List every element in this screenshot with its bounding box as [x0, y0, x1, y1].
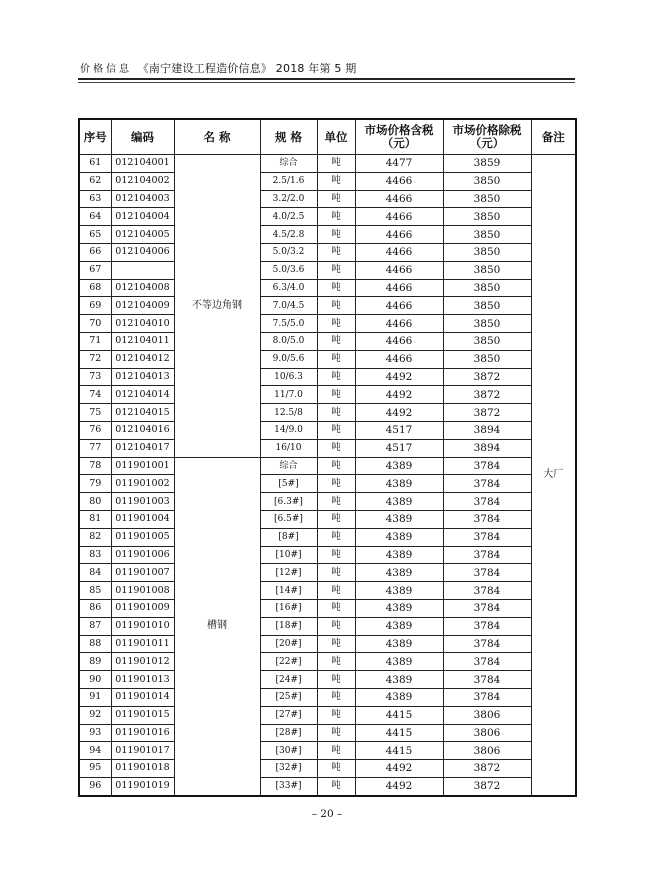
row-code: 011901005 [111, 528, 174, 546]
row-unit: 吨 [317, 724, 355, 742]
row-price-notax: 3784 [443, 546, 531, 564]
row-price-tax: 4492 [355, 386, 443, 404]
row-price-tax: 4389 [355, 546, 443, 564]
row-price-notax: 3872 [443, 386, 531, 404]
row-spec: 12.5/8 [260, 404, 317, 422]
row-number: 66 [79, 243, 111, 261]
row-spec: 4.0/2.5 [260, 208, 317, 226]
row-unit: 吨 [317, 332, 355, 350]
row-price-tax: 4466 [355, 172, 443, 190]
table-row [79, 332, 576, 350]
table-row [79, 368, 576, 386]
row-unit: 吨 [317, 706, 355, 724]
row-unit: 吨 [317, 368, 355, 386]
row-code: 011901014 [111, 688, 174, 706]
row-unit: 吨 [317, 457, 355, 475]
row-unit: 吨 [317, 279, 355, 297]
row-name: 槽钢 [174, 457, 260, 796]
row-unit: 吨 [317, 653, 355, 671]
table-row [79, 510, 576, 528]
row-price-tax: 4466 [355, 315, 443, 333]
row-number: 95 [79, 760, 111, 778]
row-price-notax: 3784 [443, 688, 531, 706]
row-unit: 吨 [317, 386, 355, 404]
col-header-name: 名 称 [174, 119, 260, 155]
row-unit: 吨 [317, 439, 355, 457]
row-unit: 吨 [317, 475, 355, 493]
row-code: 012104017 [111, 439, 174, 457]
row-price-tax: 4466 [355, 190, 443, 208]
table-row [79, 350, 576, 368]
row-number: 86 [79, 599, 111, 617]
row-code: 012104005 [111, 226, 174, 244]
row-spec: 14/9.0 [260, 421, 317, 439]
row-code: 012104014 [111, 386, 174, 404]
row-price-tax: 4389 [355, 582, 443, 600]
row-price-tax: 4466 [355, 297, 443, 315]
table-row [79, 172, 576, 190]
table-row [79, 155, 576, 173]
row-unit: 吨 [317, 155, 355, 173]
row-price-tax: 4389 [355, 688, 443, 706]
row-code: 011901004 [111, 510, 174, 528]
table-body [79, 155, 576, 796]
row-price-notax: 3806 [443, 742, 531, 760]
row-unit: 吨 [317, 208, 355, 226]
row-number: 91 [79, 688, 111, 706]
row-number: 74 [79, 386, 111, 404]
row-spec: 7.0/4.5 [260, 297, 317, 315]
row-number: 76 [79, 421, 111, 439]
row-number: 81 [79, 510, 111, 528]
row-unit: 吨 [317, 617, 355, 635]
header-rule-thin [78, 82, 575, 83]
row-code: 011901017 [111, 742, 174, 760]
row-code: 012104003 [111, 190, 174, 208]
row-unit: 吨 [317, 172, 355, 190]
row-price-tax: 4477 [355, 155, 443, 173]
row-unit: 吨 [317, 742, 355, 760]
row-number: 62 [79, 172, 111, 190]
row-number: 64 [79, 208, 111, 226]
row-spec: [32#] [260, 760, 317, 778]
table-row [79, 564, 576, 582]
row-price-tax: 4389 [355, 475, 443, 493]
row-code: 011901019 [111, 777, 174, 795]
table-row [79, 706, 576, 724]
row-price-tax: 4466 [355, 279, 443, 297]
row-price-notax: 3872 [443, 777, 531, 795]
row-price-tax: 4389 [355, 457, 443, 475]
row-spec: [14#] [260, 582, 317, 600]
table-row [79, 528, 576, 546]
row-spec: 5.0/3.6 [260, 261, 317, 279]
row-price-tax: 4389 [355, 653, 443, 671]
row-price-tax: 4466 [355, 332, 443, 350]
row-price-tax: 4492 [355, 760, 443, 778]
table-row [79, 279, 576, 297]
table-row [79, 599, 576, 617]
row-spec: 5.0/3.2 [260, 243, 317, 261]
row-number: 72 [79, 350, 111, 368]
row-spec: 9.0/5.6 [260, 350, 317, 368]
row-spec: [12#] [260, 564, 317, 582]
row-price-notax: 3784 [443, 653, 531, 671]
row-price-notax: 3784 [443, 510, 531, 528]
row-spec: 4.5/2.8 [260, 226, 317, 244]
row-price-tax: 4466 [355, 350, 443, 368]
row-price-notax: 3850 [443, 315, 531, 333]
row-price-notax: 3872 [443, 404, 531, 422]
row-code: 012104006 [111, 243, 174, 261]
row-price-tax: 4517 [355, 439, 443, 457]
row-code: 012104009 [111, 297, 174, 315]
row-unit: 吨 [317, 404, 355, 422]
row-code: 011901016 [111, 724, 174, 742]
row-name: 不等边角钢 [174, 155, 260, 458]
table-row [79, 724, 576, 742]
row-unit: 吨 [317, 350, 355, 368]
row-price-notax: 3784 [443, 671, 531, 689]
row-unit: 吨 [317, 243, 355, 261]
row-spec: 8.0/5.0 [260, 332, 317, 350]
row-spec: 6.3/4.0 [260, 279, 317, 297]
row-unit: 吨 [317, 190, 355, 208]
running-header [80, 60, 575, 76]
row-code: 011901007 [111, 564, 174, 582]
table-row [79, 190, 576, 208]
row-code: 011901018 [111, 760, 174, 778]
row-spec: 10/6.3 [260, 368, 317, 386]
row-price-notax: 3850 [443, 243, 531, 261]
row-spec: 16/10 [260, 439, 317, 457]
row-price-tax: 4492 [355, 777, 443, 795]
table-header-row [79, 119, 576, 155]
row-code: 012104004 [111, 208, 174, 226]
row-spec: [33#] [260, 777, 317, 795]
row-price-tax: 4389 [355, 528, 443, 546]
row-price-notax: 3850 [443, 279, 531, 297]
col-header-spec: 规 格 [260, 119, 317, 155]
col-header-note: 备注 [531, 119, 576, 155]
row-code: 011901011 [111, 635, 174, 653]
row-number: 93 [79, 724, 111, 742]
row-spec: 综合 [260, 155, 317, 173]
header-rule-thick [78, 78, 575, 80]
row-number: 75 [79, 404, 111, 422]
row-spec: 7.5/5.0 [260, 315, 317, 333]
row-code: 011901015 [111, 706, 174, 724]
row-code: 012104013 [111, 368, 174, 386]
table-row [79, 635, 576, 653]
row-price-tax: 4389 [355, 510, 443, 528]
row-number: 69 [79, 297, 111, 315]
row-spec: [8#] [260, 528, 317, 546]
row-number: 61 [79, 155, 111, 173]
table-row [79, 226, 576, 244]
row-spec: 2.5/1.6 [260, 172, 317, 190]
row-spec: 综合 [260, 457, 317, 475]
row-spec: [18#] [260, 617, 317, 635]
row-price-notax: 3850 [443, 172, 531, 190]
page-number: – 20 – [311, 808, 343, 820]
row-price-tax: 4415 [355, 724, 443, 742]
row-note: 大厂 [531, 155, 576, 796]
row-price-tax: 4415 [355, 742, 443, 760]
row-price-notax: 3784 [443, 635, 531, 653]
row-number: 83 [79, 546, 111, 564]
table-row [79, 475, 576, 493]
row-code: 011901001 [111, 457, 174, 475]
row-unit: 吨 [317, 315, 355, 333]
table-row [79, 671, 576, 689]
row-price-notax: 3859 [443, 155, 531, 173]
row-spec: [20#] [260, 635, 317, 653]
row-number: 77 [79, 439, 111, 457]
row-price-tax: 4517 [355, 421, 443, 439]
row-unit: 吨 [317, 261, 355, 279]
table-row [79, 653, 576, 671]
row-price-tax: 4389 [355, 493, 443, 511]
col-header-price-notax: 市场价格除税 （元） [443, 119, 531, 155]
table-row [79, 404, 576, 422]
row-number: 68 [79, 279, 111, 297]
col-header-code: 编码 [111, 119, 174, 155]
row-price-tax: 4466 [355, 208, 443, 226]
row-price-notax: 3894 [443, 439, 531, 457]
row-price-notax: 3850 [443, 350, 531, 368]
row-number: 94 [79, 742, 111, 760]
table-row [79, 386, 576, 404]
table-row [79, 315, 576, 333]
row-price-tax: 4389 [355, 564, 443, 582]
row-spec: 3.2/2.0 [260, 190, 317, 208]
table-row [79, 777, 576, 795]
col-header-unit: 单位 [317, 119, 355, 155]
row-price-tax: 4492 [355, 404, 443, 422]
row-code: 011901002 [111, 475, 174, 493]
row-unit: 吨 [317, 546, 355, 564]
header-title: 《南宁建设工程造价信息》 2018 年第 5 期 [137, 62, 357, 75]
row-code: 012104011 [111, 332, 174, 350]
table-row [79, 493, 576, 511]
row-unit: 吨 [317, 297, 355, 315]
row-spec: [27#] [260, 706, 317, 724]
row-spec: [22#] [260, 653, 317, 671]
row-number: 73 [79, 368, 111, 386]
row-price-tax: 4466 [355, 243, 443, 261]
row-price-notax: 3784 [443, 528, 531, 546]
row-spec: [25#] [260, 688, 317, 706]
row-code: 012104008 [111, 279, 174, 297]
row-price-notax: 3850 [443, 190, 531, 208]
row-price-notax: 3850 [443, 297, 531, 315]
row-number: 96 [79, 777, 111, 795]
table-row [79, 208, 576, 226]
row-number: 87 [79, 617, 111, 635]
row-number: 65 [79, 226, 111, 244]
row-unit: 吨 [317, 421, 355, 439]
row-code: 011901010 [111, 617, 174, 635]
row-spec: [6.3#] [260, 493, 317, 511]
row-price-notax: 3784 [443, 582, 531, 600]
col-header-price-tax: 市场价格含税 （元） [355, 119, 443, 155]
row-code: 012104012 [111, 350, 174, 368]
row-price-notax: 3806 [443, 724, 531, 742]
row-code: 011901008 [111, 582, 174, 600]
row-price-notax: 3784 [443, 564, 531, 582]
row-price-tax: 4389 [355, 599, 443, 617]
row-number: 80 [79, 493, 111, 511]
row-unit: 吨 [317, 226, 355, 244]
row-code: 011901012 [111, 653, 174, 671]
row-code: 011901013 [111, 671, 174, 689]
table-row [79, 582, 576, 600]
row-price-notax: 3872 [443, 760, 531, 778]
row-unit: 吨 [317, 688, 355, 706]
row-number: 78 [79, 457, 111, 475]
row-price-tax: 4492 [355, 368, 443, 386]
row-code: 012104001 [111, 155, 174, 173]
table-row [79, 297, 576, 315]
row-number: 88 [79, 635, 111, 653]
row-number: 67 [79, 261, 111, 279]
col-header-no: 序号 [79, 119, 111, 155]
row-unit: 吨 [317, 528, 355, 546]
row-number: 63 [79, 190, 111, 208]
row-unit: 吨 [317, 760, 355, 778]
row-code: 011901003 [111, 493, 174, 511]
row-unit: 吨 [317, 510, 355, 528]
table-row [79, 617, 576, 635]
row-unit: 吨 [317, 582, 355, 600]
row-unit: 吨 [317, 493, 355, 511]
row-spec: [30#] [260, 742, 317, 760]
row-unit: 吨 [317, 777, 355, 795]
row-code [111, 261, 174, 279]
row-price-tax: 4389 [355, 635, 443, 653]
row-spec: [28#] [260, 724, 317, 742]
row-number: 89 [79, 653, 111, 671]
row-price-notax: 3784 [443, 493, 531, 511]
table-row [79, 688, 576, 706]
row-number: 82 [79, 528, 111, 546]
row-unit: 吨 [317, 635, 355, 653]
row-price-notax: 3850 [443, 261, 531, 279]
row-unit: 吨 [317, 599, 355, 617]
row-price-notax: 3806 [443, 706, 531, 724]
row-price-tax: 4415 [355, 706, 443, 724]
row-price-notax: 3784 [443, 617, 531, 635]
row-number: 71 [79, 332, 111, 350]
price-table [78, 118, 577, 797]
table-row [79, 421, 576, 439]
row-spec: [10#] [260, 546, 317, 564]
row-number: 70 [79, 315, 111, 333]
row-price-tax: 4389 [355, 617, 443, 635]
row-price-tax: 4466 [355, 226, 443, 244]
row-price-tax: 4466 [355, 261, 443, 279]
row-number: 90 [79, 671, 111, 689]
row-number: 85 [79, 582, 111, 600]
row-code: 012104016 [111, 421, 174, 439]
row-price-notax: 3872 [443, 368, 531, 386]
row-code: 012104002 [111, 172, 174, 190]
row-number: 92 [79, 706, 111, 724]
row-number: 84 [79, 564, 111, 582]
row-spec: [16#] [260, 599, 317, 617]
row-unit: 吨 [317, 671, 355, 689]
table-row [79, 261, 576, 279]
row-code: 012104015 [111, 404, 174, 422]
row-price-notax: 3850 [443, 226, 531, 244]
table-row [79, 457, 576, 475]
row-price-notax: 3850 [443, 208, 531, 226]
table-row [79, 243, 576, 261]
table-row [79, 760, 576, 778]
row-spec: [6.5#] [260, 510, 317, 528]
row-price-notax: 3784 [443, 457, 531, 475]
table-row [79, 742, 576, 760]
row-unit: 吨 [317, 564, 355, 582]
row-code: 011901006 [111, 546, 174, 564]
row-spec: [5#] [260, 475, 317, 493]
row-price-notax: 3894 [443, 421, 531, 439]
row-spec: 11/7.0 [260, 386, 317, 404]
row-code: 011901009 [111, 599, 174, 617]
row-price-notax: 3784 [443, 475, 531, 493]
row-price-tax: 4389 [355, 671, 443, 689]
row-code: 012104010 [111, 315, 174, 333]
row-spec: [24#] [260, 671, 317, 689]
header-prefix: 价格信息 [80, 64, 132, 75]
table-row [79, 439, 576, 457]
row-number: 79 [79, 475, 111, 493]
table-row [79, 546, 576, 564]
row-price-notax: 3850 [443, 332, 531, 350]
row-price-notax: 3784 [443, 599, 531, 617]
